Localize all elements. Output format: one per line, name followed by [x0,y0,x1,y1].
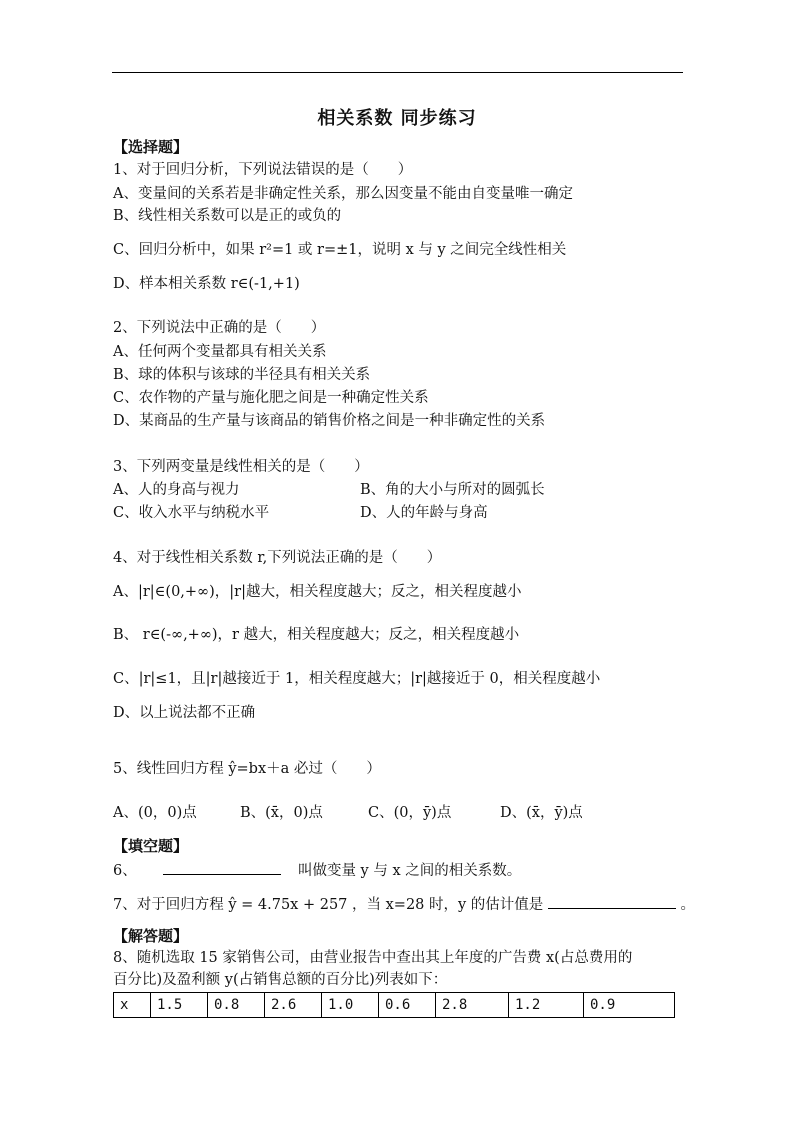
table-cell: 0.6 [379,993,436,1018]
table-cell: 2.8 [436,993,509,1018]
q5-stem: 5、线性回归方程 ŷ=bx＋a 必过（ ） [113,761,381,777]
q8-line2: 百分比)及盈利额 y(占销售总额的百分比)列表如下： [113,972,448,988]
q6-answer-blank[interactable] [163,860,281,875]
q4-option-d: D、以上说法都不正确 [113,705,256,721]
q2-option-a: A、任何两个变量都具有相关关系 [113,344,327,360]
q3-option-c: C、收入水平与纳税水平 [113,505,270,521]
table-cell: x [114,993,151,1018]
table-cell: 1.5 [151,993,208,1018]
header-rule [112,72,683,73]
section-answer-heading: 【解答题】 [113,927,189,945]
q7-answer-blank[interactable] [548,894,676,909]
q7-line [113,894,695,915]
q2-option-d: D、某商品的生产量与该商品的销售价格之间是一种非确定性的关系 [113,413,546,429]
table-cell: 2.6 [265,993,322,1018]
q8-data-table [113,992,675,1018]
q5-option-b: B、(x̄，0)点 [240,805,323,821]
q7-text: 7、对于回归方程 ŷ = 4.75x + 257 ，当 x=28 时，y 的估计值是 [113,897,544,913]
q1-option-d: D、样本相关系数 r∈(-1,+1) [113,276,300,292]
q2-option-b: B、球的体积与该球的半径具有相关关系 [113,367,371,383]
q1-stem: 1、对于回归分析，下列说法错误的是（ ） [113,162,413,178]
q6-number: 6、 [113,863,137,879]
table-cell: 0.9 [584,993,675,1018]
q5-option-a: A、(0，0)点 [113,805,197,821]
q3-option-b: B、角的大小与所对的圆弧长 [360,482,545,498]
table-cell: 1.2 [509,993,584,1018]
section-choice-heading: 【选择题】 [113,138,189,156]
q5-option-c: C、(0，ȳ)点 [368,805,452,821]
page-title: 相关系数 同步练习 [317,108,477,129]
q4-option-b: B、 r∈(-∞,+∞)，r 越大，相关程度越大；反之，相关程度越小 [113,627,520,643]
q2-stem: 2、下列说法中正确的是（ ） [113,320,326,336]
q3-option-a: A、人的身高与视力 [113,482,240,498]
q4-stem: 4、对于线性相关系数 r,下列说法正确的是（ ） [113,550,442,566]
q1-option-c: C、回归分析中，如果 r²=1 或 r=±1，说明 x 与 y 之间完全线性相关 [113,242,567,258]
q2-option-c: C、农作物的产量与施化肥之间是一种确定性关系 [113,390,429,406]
q5-option-d: D、(x̄，ȳ)点 [500,805,583,821]
section-fill-heading: 【填空题】 [113,837,189,855]
table-cell: 1.0 [322,993,379,1018]
q1-option-b: B、线性相关系数可以是正的或负的 [113,208,342,224]
q4-option-a: A、|r|∈(0,+∞)，|r|越大，相关程度越大；反之，相关程度越小 [113,584,522,600]
q3-stem: 3、下列两变量是线性相关的是（ ） [113,459,369,475]
q6-text: 叫做变量 y 与 x 之间的相关系数。 [297,863,522,879]
table-row [114,993,675,1018]
q7-end: 。 [680,897,696,913]
q8-line1: 8、随机选取 15 家销售公司，由营业报告中查出其上年度的广告费 x(占总费用的 [113,950,633,966]
q1-option-a: A、变量间的关系若是非确定性关系，那么因变量不能由自变量唯一确定 [113,186,573,202]
q4-option-c: C、|r|≤1，且|r|越接近于 1，相关程度越大；|r|越接近于 0，相关程度越小 [113,671,601,687]
q6-line [113,860,521,881]
q3-option-d: D、人的年龄与身高 [360,505,488,521]
table-cell: 0.8 [208,993,265,1018]
